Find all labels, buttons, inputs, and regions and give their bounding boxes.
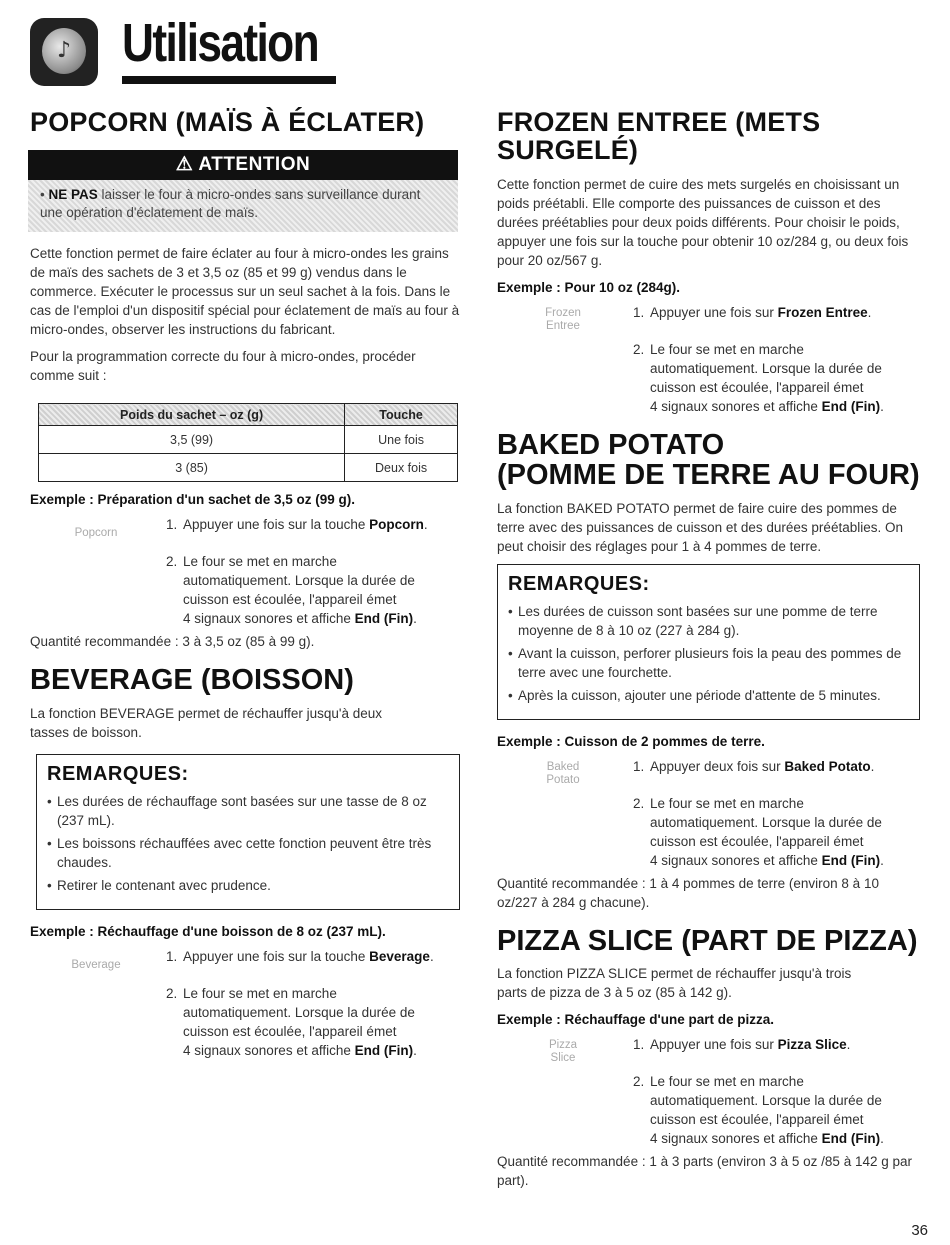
baked-potato-quantity: Quantité recommandée : 1 à 4 pommes de terre (environ 8 à 10 oz/227 à 284 g chacune).: [497, 875, 879, 910]
popcorn-instructions: Pour la programmation correcte du four à micro-ondes, procéder comme suit :: [30, 349, 416, 384]
step-2: 2. Le four se met en marche automatiquement. Lorsque la durée de cuisson est écoulée, l'appareil émet 4 signaux sonores et affiche End (Fin).: [166, 554, 417, 627]
remarks-title: REMARQUES:: [508, 572, 650, 595]
step-2: 2. Le four se met en marche automatiquement. Lorsque la durée de cuisson est écoulée, l'appareil émet 4 signaux sonores et affiche End (Fin).: [633, 1074, 884, 1146]
frozen-entree-key-button: Frozen Entree: [545, 306, 581, 332]
popcorn-heading: POPCORN (MAÏS À ÉCLATER): [30, 107, 425, 137]
pizza-heading: PIZZA SLICE (PART DE PIZZA): [497, 924, 918, 957]
baked-potato-intro: La fonction BAKED POTATO permet de faire cuire des pommes de terre avec des puissances de cuisson et des durées préétablies. On peut choisir des réglages pour 1 à 4 pommes de terre.: [497, 500, 903, 554]
pizza-intro: La fonction PIZZA SLICE permet de réchauffer jusqu'à trois parts de pizza de 3 à 5 oz (85 à 142 g).: [497, 966, 852, 1000]
beverage-heading: BEVERAGE (BOISSON): [30, 664, 354, 697]
table-row: 3,5 (99) Une fois: [39, 426, 458, 454]
step-1: 1. Appuyer une fois sur Pizza Slice.: [633, 1037, 851, 1052]
baked-potato-steps: [497, 757, 920, 870]
table-row: 3 (85) Deux fois: [39, 454, 458, 482]
list-item: • Les boissons réchauffées avec cette fonction peuvent être très chaudes.: [47, 834, 447, 872]
page-header: [30, 10, 320, 90]
popcorn-quantity: Quantité recommandée : 3 à 3,5 oz (85 à 99 g).: [30, 634, 315, 650]
frozen-example: Exemple : Pour 10 oz (284g).: [497, 279, 681, 295]
pizza-example: Exemple : Réchauffage d'une part de pizza.: [497, 1012, 775, 1027]
frozen-intro: Cette fonction permet de cuire des mets surgelés en choisissant un poids préétabli. Elle comporte des puissances de cuisson et des durées préétablies pour deux poids différents. Pour choisir le poids, appuyer une fois sur la touche pour obtenir 10 oz/284 g, ou deux fois pour 20 oz/567 g.: [497, 176, 909, 268]
left-column: [30, 100, 460, 1060]
table-header: Touche: [345, 404, 458, 426]
list-item: • Retirer le contenant avec prudence.: [47, 876, 447, 895]
popcorn-intro: Cette fonction permet de faire éclater au four à micro-ondes les grains de maïs des sachets de 3 et 3,5 oz (85 et 99 g) vendus dans le commerce. Exécuter le processus sur un seul sachet à la fois. Dans le cas de l'emploi d'un dispositif spécial pour éclatement de maïs au four à micro-ondes, observer les instructions du fabricant.: [30, 246, 460, 338]
page-title: Utilisation: [122, 13, 318, 73]
baked-potato-example: Exemple : Cuisson de 2 pommes de terre.: [497, 733, 765, 749]
right-column: [497, 100, 920, 1190]
baked-potato-heading: BAKED POTATO (POMME DE TERRE AU FOUR): [497, 428, 920, 492]
pizza-slice-key-button: Pizza Slice: [548, 1039, 578, 1064]
step-2: 2. Le four se met en marche automatiquement. Lorsque la durée de cuisson est écoulée, l'appareil émet 4 signaux sonores et affiche End (Fin).: [633, 341, 884, 414]
beverage-steps: [30, 947, 460, 1060]
popcorn-example: Exemple : Préparation d'un sachet de 3,5 oz (99 g).: [30, 492, 356, 508]
list-item: • Les durées de réchauffage sont basées sur une tasse de 8 oz (237 mL).: [47, 792, 447, 830]
frozen-steps: [497, 303, 920, 416]
attention-text: • NE PAS laisser le four à micro-ondes sans surveillance durant une opération d'éclatement de maïs.: [28, 180, 458, 232]
attention-box: [28, 150, 458, 232]
step-2: 2. Le four se met en marche automatiquement. Lorsque la durée de cuisson est écoulée, l'appareil émet 4 signaux sonores et affiche End (Fin).: [633, 795, 884, 868]
warning-triangle-icon: ⚠: [175, 154, 194, 176]
remarks-title: REMARQUES:: [47, 762, 189, 785]
step-1: 1. Appuyer deux fois sur Baked Potato.: [633, 758, 875, 774]
pizza-steps: [497, 1035, 920, 1148]
list-item: • Les durées de cuisson sont basées sur une pomme de terre moyenne de 8 à 10 oz (227 à 284 g).: [508, 602, 907, 640]
step-1: 1. Appuyer une fois sur la touche Beverage.: [166, 948, 434, 964]
pizza-quantity: Quantité recommandée : 1 à 3 parts (environ 3 à 5 oz /85 à 142 g par part).: [497, 1154, 912, 1188]
frozen-heading: FROZEN ENTREE (METS SURGELÉ): [497, 107, 821, 166]
step-1: 1. Appuyer une fois sur Frozen Entree.: [633, 304, 872, 320]
attention-title: ⚠ ATTENTION: [28, 150, 458, 180]
popcorn-weight-table: [38, 403, 458, 482]
popcorn-key-button: Popcorn: [74, 527, 118, 540]
microwave-sound-icon: [30, 18, 98, 86]
step-2: 2. Le four se met en marche automatiquement. Lorsque la durée de cuisson est écoulée, l'appareil émet 4 signaux sonores et affiche End (Fin).: [166, 985, 417, 1058]
beverage-intro: La fonction BEVERAGE permet de réchauffer jusqu'à deux tasses de boisson.: [30, 705, 383, 740]
list-item: • Avant la cuisson, perforer plusieurs fois la peau des pommes de terre avec une fourchette.: [508, 644, 907, 682]
beverage-example: Exemple : Réchauffage d'une boisson de 8 oz (237 mL).: [30, 923, 386, 939]
baked-potato-remarks: [497, 564, 920, 720]
beverage-key-button: Beverage: [71, 958, 121, 971]
baked-potato-key-button: Baked Potato: [546, 760, 580, 786]
page-number: 36: [911, 1222, 928, 1239]
beverage-remarks: [36, 754, 460, 910]
list-item: • Après la cuisson, ajouter une période d'attente de 5 minutes.: [508, 686, 907, 705]
title-underline: [122, 76, 336, 84]
table-header: Poids du sachet – oz (g): [39, 404, 345, 426]
step-1: 1. Appuyer une fois sur la touche Popcorn.: [166, 517, 428, 533]
popcorn-steps: [30, 515, 460, 628]
